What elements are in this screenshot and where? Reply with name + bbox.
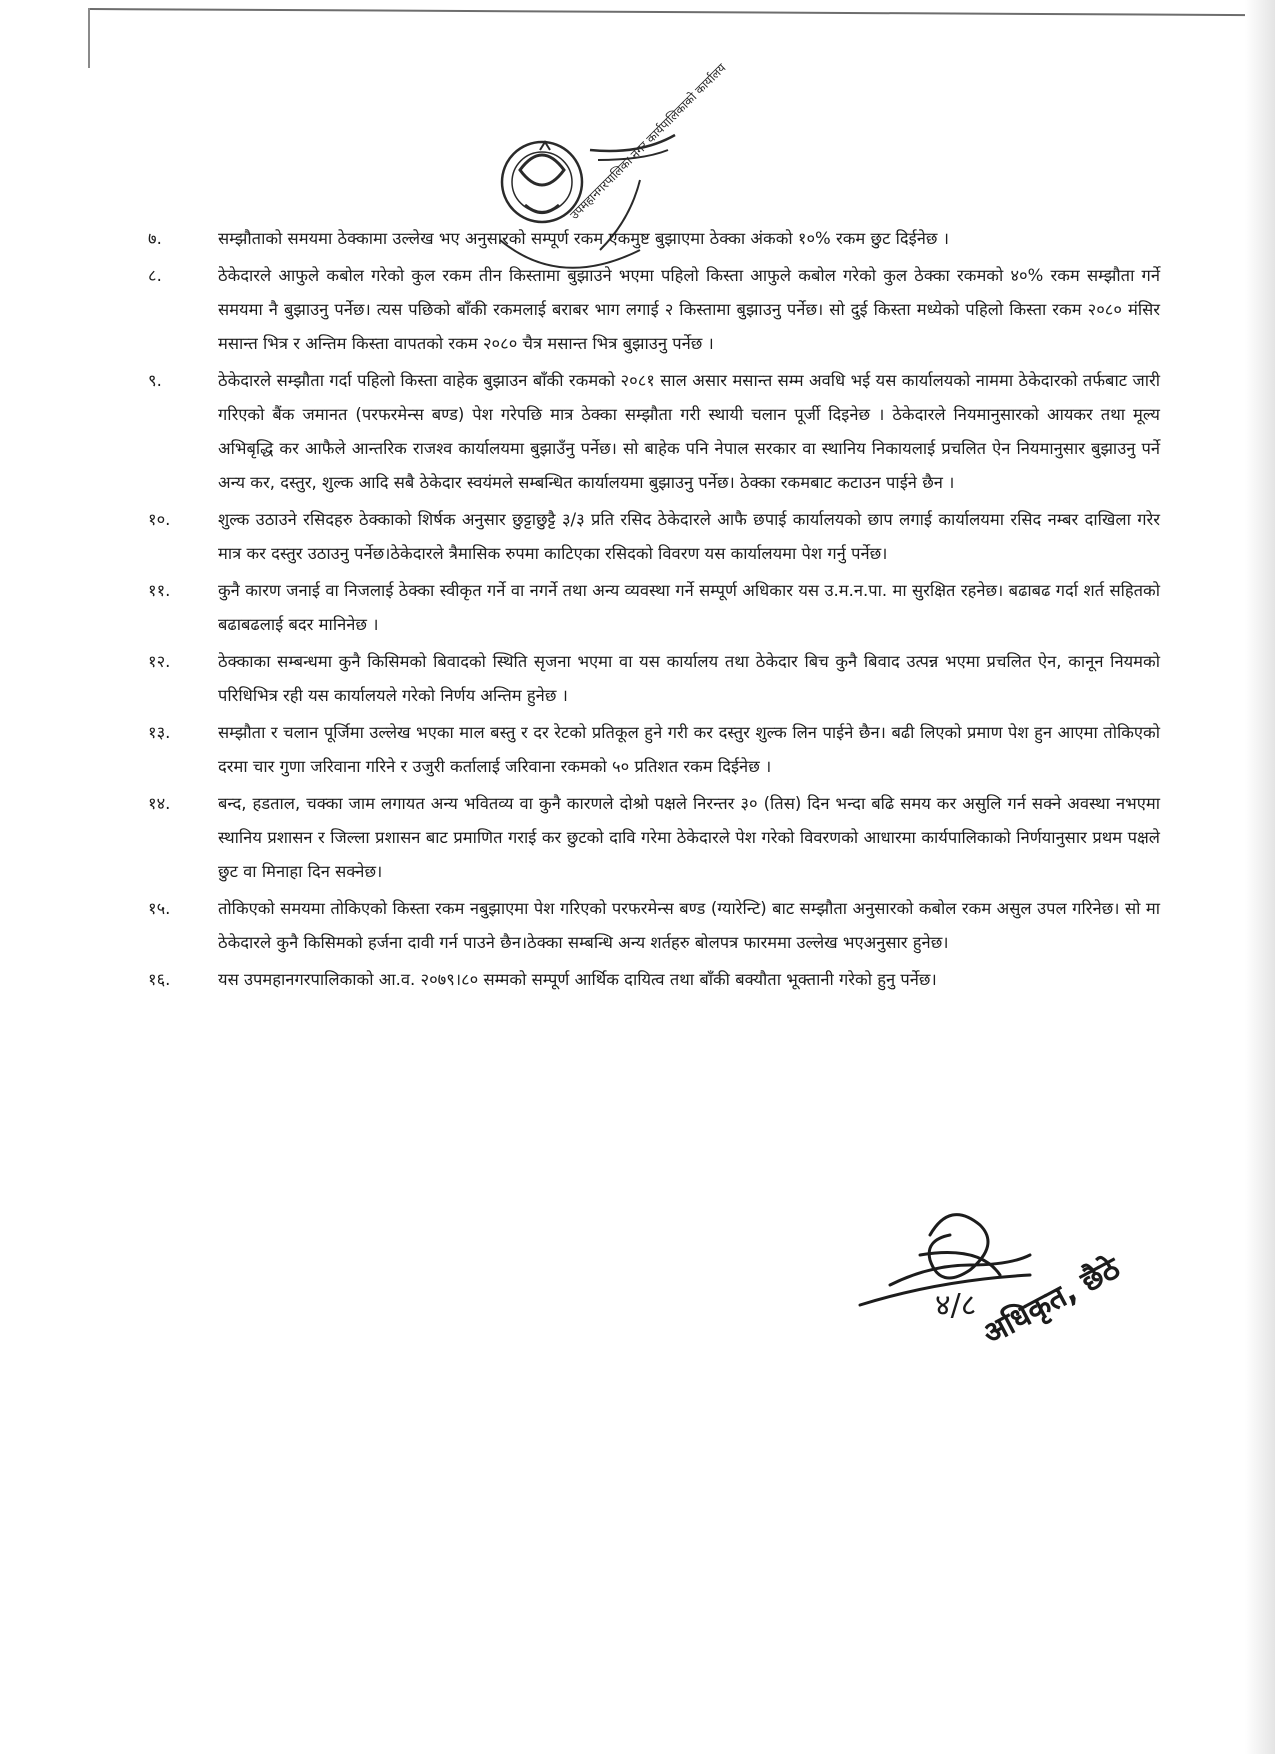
clause-10 xyxy=(140,503,1160,571)
scan-left-edge xyxy=(88,8,90,68)
clause-16 xyxy=(140,963,1160,997)
clause-number: १३. xyxy=(148,723,171,742)
clause-14 xyxy=(140,787,1160,889)
scan-right-shadow xyxy=(1245,0,1275,1754)
clause-number: १५. xyxy=(148,899,171,918)
clause-text: सम्झौताको समयमा ठेक्कामा उल्लेख भए अनुसारको सम्पूर्ण रकम एकमुष्ट बुझाएमा ठेक्का अंकको १०% रकम छुट दिईनेछ । xyxy=(218,229,950,248)
clause-text: सम्झौता र चलान पूर्जिमा उल्लेख भएका माल बस्तु र दर रेटको प्रतिकूल हुने गरी कर दस्तुर शुल्क लिन पाईने छैन। बढी लिएको प्रमाण पेश हुन आएमा तोकिएको दरमा चार गुणा जरिवाना गरिने र उजुरी कर्तालाई जरिवाना रकमको ५० प्रतिशत रकम दिईनेछ । xyxy=(218,723,1160,776)
clause-number: ११. xyxy=(148,581,171,600)
clause-9 xyxy=(140,364,1160,500)
signature-date: ४/८ xyxy=(935,1288,977,1323)
clause-number: १४. xyxy=(148,794,171,813)
clause-13 xyxy=(140,716,1160,784)
clause-7 xyxy=(140,222,1160,256)
clause-text: ठेकेदारले आफुले कबोल गरेको कुल रकम तीन किस्तामा बुझाउने भएमा पहिलो किस्ता आफुले कबोल गरेको कुल ठेक्का रकमको ४०% रकम सम्झौता गर्ने समयमा नै बुझाउनु पर्नेछ। त्यस पछिको बाँकी रकमलाई बराबर भाग लगाई २ किस्तामा बुझाउनु पर्नेछ। सो दुई किस्ता मध्येको पहिलो किस्ता रकम २०८० मंसिर मसान्त भित्र र अन्तिम किस्ता वापतको रकम २०८० चैत्र मसान्त भित्र बुझाउनु पर्नेछ । xyxy=(218,266,1160,353)
clause-number: ९. xyxy=(148,371,162,390)
clause-text: कुनै कारण जनाई वा निजलाई ठेक्का स्वीकृत गर्ने वा नगर्ने तथा अन्य व्यवस्था गर्ने सम्पूर्ण अधिकार यस उ.म.न.पा. मा सुरक्षित रहनेछ। बढाबढ गर्दा शर्त सहितको बढाबढलाई बदर मानिनेछ । xyxy=(218,581,1160,634)
clause-number: १६. xyxy=(148,970,171,989)
office-seal-text: उपमहानगरपालिका नगर कार्यपालिकाको कार्यालय xyxy=(567,60,729,223)
clause-12 xyxy=(140,645,1160,713)
officer-signature xyxy=(860,1195,1190,1365)
clause-number: १०. xyxy=(148,510,171,529)
clause-number: ७. xyxy=(148,229,162,248)
clause-11 xyxy=(140,574,1160,642)
scan-top-edge xyxy=(90,8,1250,16)
clause-text: शुल्क उठाउने रसिदहरु ठेक्काको शिर्षक अनुसार छुट्टाछुट्टै ३/३ प्रति रसिद ठेकेदारले आफै छपाई कार्यालयको छाप लगाई कार्यालयमा रसिद नम्बर दाखिला गरेर मात्र कर दस्तुर उठाउनु पर्नेछ।ठेकेदारले त्रैमासिक रुपमा काटिएका रसिदको विवरण यस कार्यालयमा पेश गर्नु पर्नेछ। xyxy=(218,510,1160,563)
clause-text: ठेकेदारले सम्झौता गर्दा पहिलो किस्ता वाहेक बुझाउन बाँकी रकमको २०८१ साल असार मसान्त सम्म अवधि भई यस कार्यालयको नाममा ठेकेदारको तर्फबाट जारी गरिएको बैंक जमानत (परफरमेन्स बण्ड) पेश गरेपछि मात्र ठेक्का सम्झौता गरी स्थायी चलान पूर्जी दिइनेछ । ठेकेदारले नियमानुसारको आयकर तथा मूल्य अभिबृद्धि कर आफैले आन्तरिक राजश्व कार्यालयमा बुझाउँनु पर्नेछ। सो बाहेक पनि नेपाल सरकार वा स्थानिय निकायलाई प्रचलित ऐन नियमानुसार बुझाउनु पर्ने अन्य कर, दस्तुर, शुल्क आदि सबै ठेकेदार स्वयंमले सम्बन्धित कार्यालयमा बुझाउनु पर्नेछ। ठेक्का रकमबाट कटाउन पाईने छैन । xyxy=(218,371,1160,492)
clause-number: १२. xyxy=(148,652,171,671)
clause-text: ठेक्काका सम्बन्धमा कुनै किसिमको बिवादको स्थिति सृजना भएमा वा यस कार्यालय तथा ठेकेदार बिच कुनै बिवाद उत्पन्न भएमा प्रचलित ऐन, कानून नियमको परिधिभित्र रही यस कार्यालयले गरेको निर्णय अन्तिम हुनेछ । xyxy=(218,652,1160,705)
clause-text: यस उपमहानगरपालिकाको आ.व. २०७९।८० सम्मको सम्पूर्ण आर्थिक दायित्व तथा बाँकी बक्यौता भूक्तानी गरेको हुनु पर्नेछ। xyxy=(218,970,937,989)
designation-stamp: अधिकृत, छैठे xyxy=(977,1250,1126,1353)
clause-number: ८. xyxy=(148,266,162,285)
clause-15 xyxy=(140,892,1160,960)
conditions-list xyxy=(140,222,1160,1000)
clause-text: बन्द, हडताल, चक्का जाम लगायत अन्य भवितव्य वा कुनै कारणले दोश्रो पक्षले निरन्तर ३० (तिस) दिन भन्दा बढि समय कर असुलि गर्न सक्ने अवस्था नभएमा स्थानिय प्रशासन र जिल्ला प्रशासन बाट प्रमाणित गराई कर छुटको दावि गरेमा ठेकेदारले पेश गरेको विवरणको आधारमा कार्यपालिकाको निर्णयानुसार प्रथम पक्षले छुट वा मिनाहा दिन सक्नेछ। xyxy=(218,794,1160,881)
clause-8 xyxy=(140,259,1160,361)
clause-text: तोकिएको समयमा तोकिएको किस्ता रकम नबुझाएमा पेश गरिएको परफरमेन्स बण्ड (ग्यारेन्टि) बाट सम्झौता अनुसारको कबोल रकम असुल उपल गरिनेछ। सो मा ठेकेदारले कुनै किसिमको हर्जना दावी गर्न पाउने छैन।ठेक्का सम्बन्धि अन्य शर्तहरु बोलपत्र फारममा उल्लेख भएअनुसार हुनेछ। xyxy=(218,899,1160,952)
